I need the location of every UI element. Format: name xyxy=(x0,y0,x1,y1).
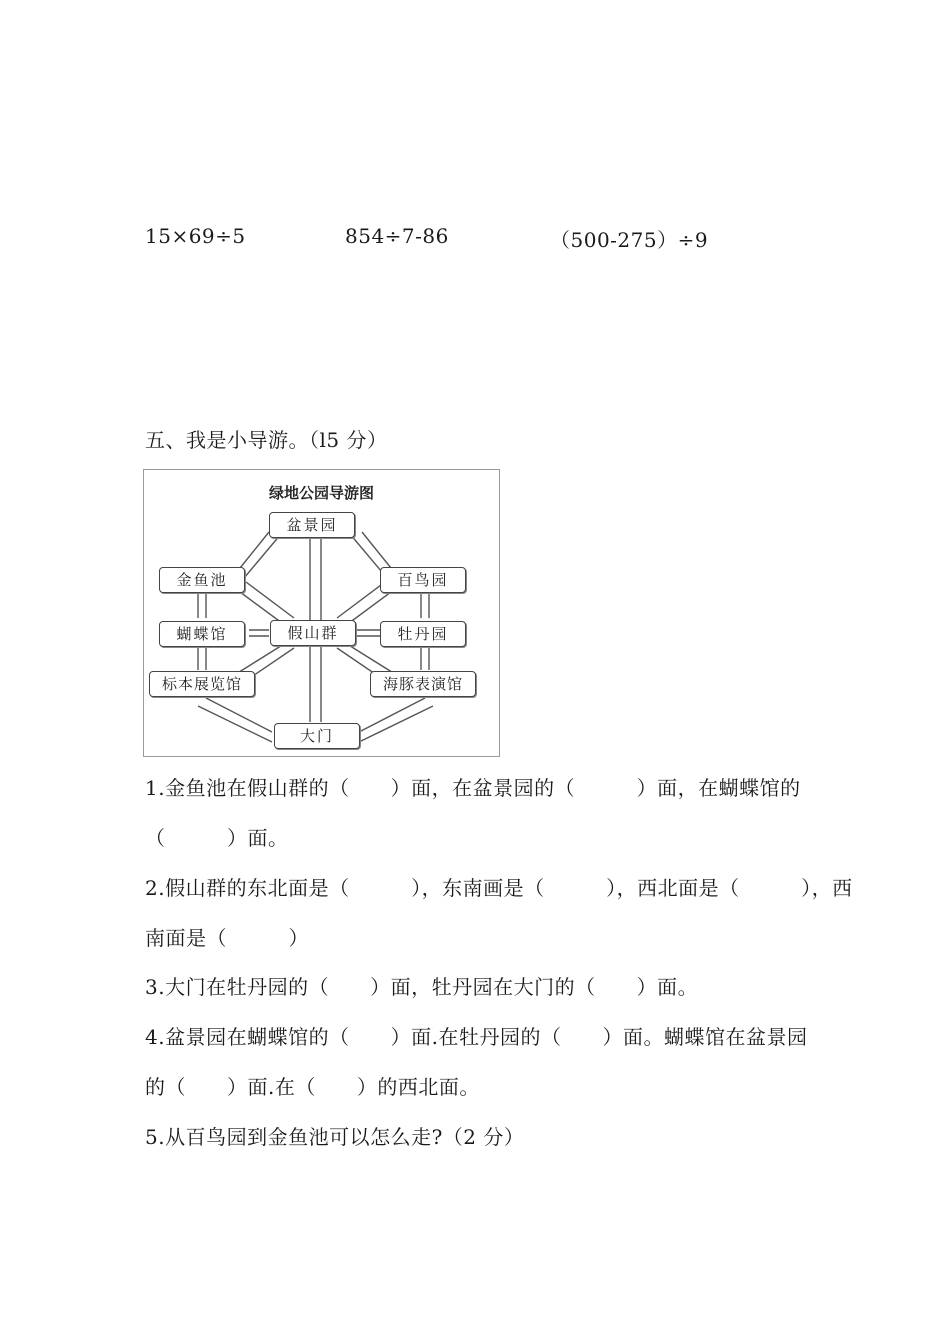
place-jinyu: 金鱼池 xyxy=(159,567,245,593)
place-haitun: 海豚表演馆 xyxy=(370,671,476,697)
section-title: 五、我是小导游。（l5 分） xyxy=(145,428,388,452)
expression-2: 854÷7-86 xyxy=(345,224,449,248)
expression-1: 15×69÷5 xyxy=(145,224,246,248)
park-map xyxy=(143,469,500,757)
question-2-line-1: 2.假山群的东北面是（ ），东南画是（ ），西北面是（ ），西 xyxy=(145,876,853,900)
place-biaoben: 标本展览馆 xyxy=(149,671,255,697)
question-3: 3.大门在牡丹园的（ ）面，牡丹园在大门的（ ）面。 xyxy=(145,975,699,999)
question-1-line-1: 1.金鱼池在假山群的（ ）面，在盆景园的（ ）面，在蝴蝶馆的 xyxy=(145,776,801,800)
question-5: 5.从百鸟园到金鱼池可以怎么走?（2 分） xyxy=(145,1125,525,1149)
question-4-line-2: 的（ ）面.在（ ）的西北面。 xyxy=(145,1075,480,1099)
question-1-line-2: （ ）面。 xyxy=(145,826,289,850)
place-mudan: 牡丹园 xyxy=(380,621,466,647)
map-title: 绿地公园导游图 xyxy=(268,484,374,502)
place-penjing: 盆景园 xyxy=(269,512,355,538)
place-damen: 大门 xyxy=(274,723,360,749)
question-4-line-1: 4.盆景园在蝴蝶馆的（ ）面.在牡丹园的（ ）面。蝴蝶馆在盆景园 xyxy=(145,1025,808,1049)
expression-3: （500-275）÷9 xyxy=(550,228,709,252)
place-jiashan: 假山群 xyxy=(270,620,356,646)
question-2-line-2: 南面是（ ） xyxy=(145,926,309,950)
place-hudie: 蝴蝶馆 xyxy=(159,621,245,647)
place-bainiao: 百鸟园 xyxy=(380,567,466,593)
